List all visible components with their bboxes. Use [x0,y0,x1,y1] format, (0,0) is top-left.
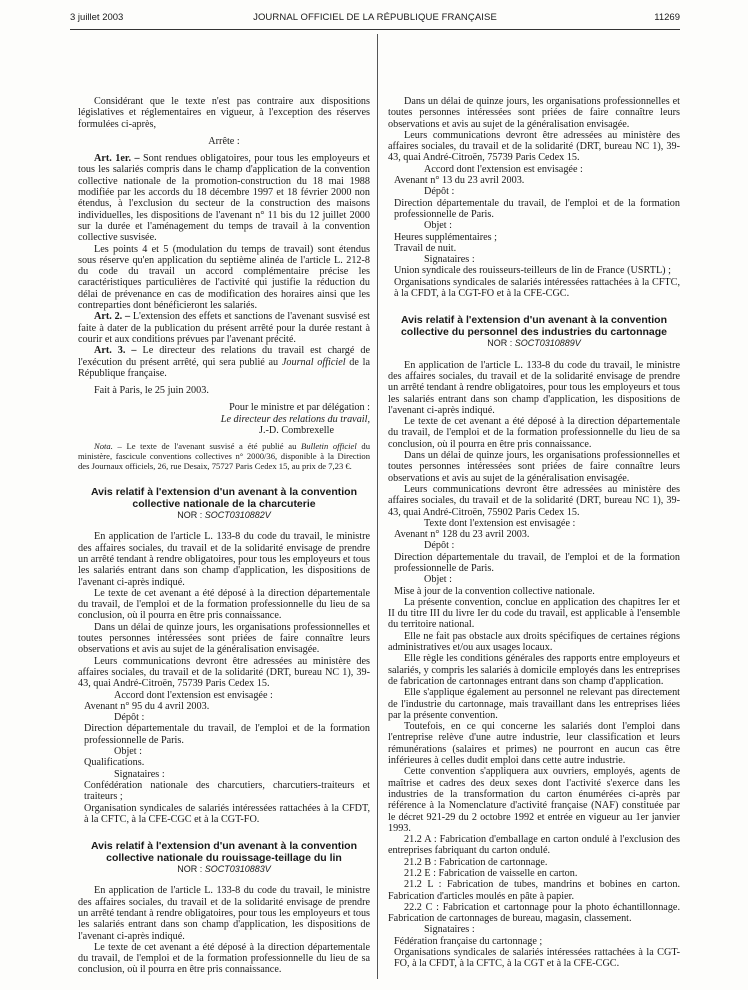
article-2 [78,311,370,345]
spacer [78,521,370,531]
s1-depot: Direction départementale du travail, de l'emploi et de la formation professionnelle de Paris. [84,723,370,746]
article-2-label: Art. 2. – [94,311,131,323]
s1-signataire-2: Organisation syndicales de salariés intéressées rattachées à la CFDT, à la CFTC, à la CFE-CGC et à la CGT-FO. [84,802,370,825]
s3-objet-paragraph-2: Elle ne fait pas obstacle aux droits spécifiques de certaines régions administratives et/ou aux usages locaux. [388,630,680,654]
s3-objet-paragraph-3: Elle règle les conditions générales des rapports entre employeurs et salariés, y compris les salariés à domicile employés dans les entreprises de fabrication de cartonnages entrant dans son champ d'application. [388,653,680,687]
s1-paragraph-2: Le texte de cet avenant a été déposé à la direction départementale du travail, de l'emploi et de la formation professionnelle du lieu de sa conclusion, où il pourra en être pris connaissance. [78,587,370,622]
s3-texte: Texte dont l'extension est envisagée : [424,517,576,529]
header-journal-title: JOURNAL OFFICIEL DE LA RÉPUBLIQUE FRANÇAISE [253,12,497,23]
article-1-label: Art. 1er. – [94,153,140,165]
nor-code: SOCT0310883V [204,864,271,875]
considerant-paragraph: Considérant que le texte n'est pas contraire aux dispositions législatives et réglementaires en vigueur, à l'exception des réserves formulées ci-après, [78,96,370,130]
s2-paragraph-2: Le texte de cet avenant a été déposé à la direction départementale du travail, de l'emploi et de la formation professionnelle du lieu de sa conclusion, où il pourra en être pris connaissance. [78,941,370,976]
s2-paragraph-3: Dans un délai de quinze jours, les organisations professionnelles et toutes personnes intéressées sont priées de faire connaître leurs observations et avis au sujet de la généralisation envisagée. [388,96,680,130]
spacer [388,299,680,309]
s3-naf-212b: 21.2 B : Fabrication de cartonnage. [404,856,548,868]
s3-signataire-1: Fédération française du cartonnage ; [394,935,543,947]
s1-objet: Qualifications. [84,757,145,769]
s3-naf-212l: 21.2 L : Fabrication de tubes, mandrins et bobines en carton. Fabrication d'articles moulés en pâte à papier. [388,879,680,902]
header-date: 3 juillet 2003 [70,12,124,23]
right-column [388,96,680,976]
s1-objet-heading: Objet : [114,746,143,758]
s2-objet-1: Heures supplémentaires ; [394,231,497,243]
article-1-text: Sont rendues obligatoires, pour tous les employeurs et tous les salariés compris dans le champ d'application de la convention collective nationale de la promotion-construction du 18 mai 1988 modifiée par les accords du 18 décembre 1997 et 18 février 2000 non étendus, à l'exclusion du secteur de la construction des maisons individuelles, les dispositions de l'avenant n° 11 bis du 12 juillet 2000 sur la durée et l'aménagement du temps de travail à la convention collective susvisée. [78,153,370,244]
s2-depot-heading: Dépôt : [424,186,455,198]
s2-signataire-2: Organisations syndicales de salariés intéressées rattachées à la CFTC, à la CFDT, à la CGT-FO et à la CFE-CGC. [394,276,680,300]
s1-paragraph-4: Leurs communications devront être adressées au ministère des affaires sociales, du travail et de la solidarité (DRT, bureau NC 1), 39-43, quai André-Citroën, 75739 Paris Cedex 15. [78,655,370,690]
signature-name: J.-D. Combrexelle [259,425,334,437]
article-3-text: Le directeur des relations du travail est chargé de l'exécution du présent arrêté, qui sera publié au [78,345,370,368]
s1-signataire-1: Confédération nationale des charcutiers, charcutiers-traiteurs et traiteurs ; [84,779,370,803]
nor-code: SOCT0310889V [514,338,581,349]
s3-paragraph-1: En application de l'article L. 133-8 du code du travail, le ministre des affaires sociales, du travail et de la solidarité envisage de prendre un arrêté tendant à rendre obligatoires, pour tous les employeurs et tous les salariés entrant dans son champ d'application, les dispositions de l'avenant ci-après indiqué. [388,359,680,416]
nor-charcuterie [78,510,370,521]
s1-paragraph-3: Dans un délai de quinze jours, les organisations professionnelles et toutes personnes intéressées sont priées de faire connaître leurs observations et avis au sujet de la généralisation envisagée. [78,621,370,656]
s1-depot-heading: Dépôt : [114,712,145,724]
spacer [78,825,370,835]
fait-a-paris: Fait à Paris, le 25 juin 2003. [94,385,209,397]
s2-signataires-heading: Signataires : [424,254,475,266]
spacer [388,350,680,360]
s3-naf-212a: 21.2 A : Fabrication d'emballage en carton ondulé à l'exclusion des entreprises fabriquant du carton ondulé. [388,834,680,857]
header-rule [70,29,680,30]
s3-signataires-heading: Signataires : [424,924,475,936]
s3-paragraph-3: Dans un délai de quinze jours, les organisations professionnelles et toutes personnes intéressées sont priées de faire connaître leurs observations et avis au sujet de la généralisation envisagée. [388,450,680,484]
s2-accord: Accord dont l'extension est envisagée : [424,163,583,175]
s3-naf-212e: 21.2 E : Fabrication de vaisselle en carton. [404,868,578,879]
s3-signataire-2: Organisations syndicales de salariés intéressées rattachées à la CGT-FO, à la CFDT, à la CFTC, à la CGT et à la CFE-CGC. [394,947,680,970]
left-column [78,96,370,976]
article-1 [78,153,370,243]
s1-signataires-heading: Signataires : [114,768,165,780]
s3-paragraph-2: Le texte de cet avenant a été déposé à la direction départementale du travail, de l'emploi et de la formation professionnelle du lieu de sa conclusion, où il pourra en être pris connaissance. [388,416,680,450]
header-page-number: 11269 [654,12,680,23]
s2-objet-2: Travail de nuit. [394,242,457,254]
section-title-rouissage: Avis relatif à l'extension d'un avenant à la convention collective nationale du rouissage-teillage du lin [90,840,357,864]
nor-label: NOR : [177,510,205,521]
nota-text: – Le texte de l'avenant susvisé a été publié au [112,441,302,452]
nor-label: NOR : [177,864,205,875]
s3-objet-paragraph-5: Toutefois, en ce qui concerne les salariés dont l'emploi dans l'entreprise relève d'une autre industrie, leur classification et leurs rémunérations (salaires et primes) ne pourront en aucun cas être inférieures à celles dudit emploi dans cette autre industrie. [388,721,680,767]
s2-paragraph-4: Leurs communications devront être adressées au ministère des affaires sociales, du travail et de la solidarité (DRT, bureau NC 1), 39-43, quai André-Citroën, 75739 Paris Cedex 15. [388,129,680,164]
signature-title: Le directeur des relations du travail, [220,413,370,425]
nota-text-end: du ministère, fascicule conventions collectives n° 2000/36, disponible à la Direction des Journaux officiels, 26, rue Desaix, 75727 Paris Cedex 15, au prix de 7,23 €. [78,441,370,471]
s3-paragraph-4: Leurs communications devront être adressées au ministère des affaires sociales, du travail et de la solidarité (DRT, bureau NC 1), 39-43, quai André-Citroën, 75902 Paris Cedex 15. [388,483,680,518]
article-1-paragraph-2: Les points 4 et 5 (modulation du temps de travail) sont étendus sous réserve qu'en application du septième alinéa de l'article L. 212-8 du code du travail un accord complémentaire précise les caractéristiques particulières de l'activité qui justifie la réduction du délai de prévenance en cas de modification des horaires ainsi que les contreparties dont bénéficieront les salariés. [78,243,370,312]
s3-naf-222c: 22.2 C : Fabrication et cartonnage pour la photo échantillonnage. Fabrication de cartonnages de bureau, magasin, classement. [388,901,680,925]
nor-code: SOCT0310882V [204,510,271,521]
s2-paragraph-1: En application de l'article L. 133-8 du code du travail, le ministre des affaires sociales, du travail et de la solidarité envisage de prendre un arrêté tendant à rendre obligatoires, pour tous les employeurs et tous les salariés entrant dans son champ d'application, les dispositions de l'avenant ci-après indiqué. [78,885,370,942]
nor-rouissage [78,864,370,875]
column-divider [377,34,378,979]
page-header [70,12,680,30]
s3-depot: Direction départementale du travail, de l'emploi et de la formation professionnelle de Paris. [394,551,680,574]
section-title-cartonnage: Avis relatif à l'extension d'un avenant à la convention collective du personnel des industries du cartonnage [400,314,668,338]
s3-objet-heading: Objet : [424,574,453,586]
signature-line-1: Pour le ministre et par délégation : [229,402,370,414]
section-title-charcuterie: Avis relatif à l'extension d'un avenant à la convention collective nationale de la charcuterie [90,486,357,510]
s3-objet-paragraph-1: La présente convention, conclue en application des chapitres Ier et II du titre III du livre Ier du code du travail, est applicable à l'ensemble du territoire national. [388,596,680,631]
arrete-heading: Arrête : [208,135,240,147]
s1-avenant: Avenant n° 95 du 4 avril 2003. [84,700,210,712]
spacer [78,875,370,885]
s1-paragraph-1: En application de l'article L. 133-8 du code du travail, le ministre des affaires sociales, du travail et de la solidarité envisage de prendre un arrêté tendant à rendre obligatoires, pour tous les employeurs et tous les salariés entrant dans son champ d'application, les dispositions de l'avenant ci-après indiqué. [78,531,370,588]
signature-line-2 [78,414,370,425]
s3-objet-paragraph-6: Cette convention s'appliquera aux ouvriers, employés, agents de maîtrise et cadres des deux sexes dont l'activité s'exerce dans les industries de la transformation du carton énumérées ci-après par référence à la Nomenclature d'activité française (NAF) constituée par le décret 921-29 du 2 octobre 1992 et entrée en vigueur au 1er janvier 1993. [388,766,680,834]
bulletin-officiel-ref: Bulletin officiel [301,441,357,452]
journal-officiel-ref: Journal officiel [281,356,346,368]
s3-objet-paragraph-4: Elle s'applique également au personnel ne relevant pas directement de l'industrie du cartonnage, mais travaillant dans les entreprises liées par la présente convention. [388,687,680,721]
s3-objet: Mise à jour de la convention collective nationale. [394,585,595,597]
s3-depot-heading: Dépôt : [424,540,455,552]
spacer [78,471,370,481]
s3-avenant: Avenant n° 128 du 23 avril 2003. [394,529,530,541]
nor-cartonnage [388,338,680,349]
s2-avenant: Avenant n° 13 du 23 avril 2003. [394,175,525,187]
s2-signataire-1: Union syndicale des rouisseurs-teilleurs de lin de France (USRTL) ; [394,265,671,277]
article-3-text-end: de la République française. [78,356,370,379]
article-2-text: L'extension des effets et sanctions de l'avenant susvisé est faite à dater de la publication du présent arrêté pour la durée restant à courir et aux conditions prévues par l'avenant précité. [78,311,370,345]
article-3-label: Art. 3. – [94,345,137,357]
s2-objet-heading: Objet : [424,220,453,232]
s1-accord: Accord dont l'extension est envisagée : [114,689,273,701]
s2-depot: Direction départementale du travail, de l'emploi et de la formation professionnelle de Paris. [394,197,680,220]
article-3 [78,345,370,379]
nota-note [78,442,370,471]
nota-label: Nota. [94,441,113,452]
nor-label: NOR : [487,338,515,349]
